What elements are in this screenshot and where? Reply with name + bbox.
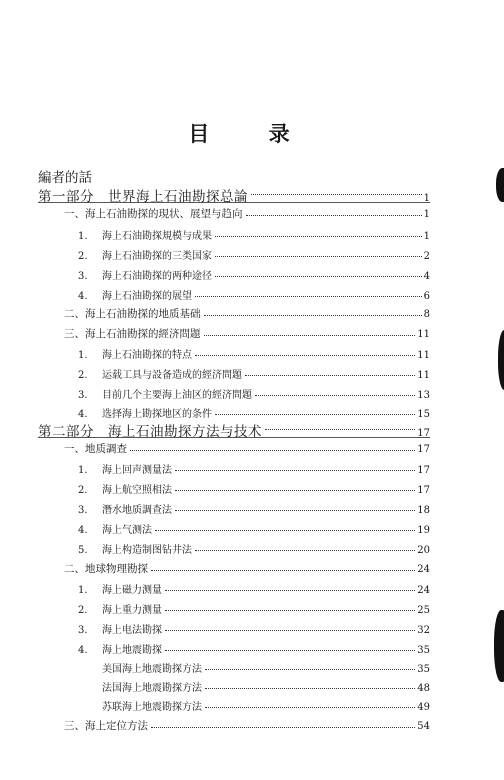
toc-label: 潛水地质調查法 xyxy=(102,505,172,516)
dot-leader xyxy=(205,687,415,689)
dot-leader xyxy=(175,469,415,471)
divider xyxy=(38,202,430,203)
toc-page-number: 15 xyxy=(417,409,430,420)
toc-page-number: 20 xyxy=(417,545,430,556)
dot-leader xyxy=(204,334,416,336)
toc-label: 海上构造制图钻井法 xyxy=(102,545,192,556)
dot-leader xyxy=(195,295,422,297)
scan-edge-mark xyxy=(498,330,504,390)
toc-label: 海上石油勘探規模与成果 xyxy=(102,231,212,242)
toc-label: 海上气测法 xyxy=(102,525,152,536)
dot-leader xyxy=(204,314,422,316)
toc-label: 二、海上石油勘探的地质基础 xyxy=(64,308,201,320)
toc-page-number: 54 xyxy=(417,721,430,732)
toc-page-number: 4 xyxy=(423,271,430,282)
toc-subsection[interactable] xyxy=(78,247,430,265)
toc-number: 3. xyxy=(78,271,88,282)
dot-leader xyxy=(165,629,415,631)
toc-label: 美国海上地震勘探方法 xyxy=(102,664,202,675)
toc-label: 运载工具与設备造成的經济問題 xyxy=(102,370,242,381)
dot-leader xyxy=(130,449,415,451)
toc-section[interactable] xyxy=(64,561,430,579)
toc-subsubsection[interactable] xyxy=(102,660,430,678)
toc-subsection[interactable] xyxy=(78,227,430,245)
dot-leader xyxy=(175,509,415,511)
dot-leader xyxy=(251,193,422,195)
toc-number: 2. xyxy=(78,251,88,262)
dot-leader xyxy=(175,489,415,491)
toc-section[interactable] xyxy=(64,206,430,224)
toc-number: 4. xyxy=(78,525,88,536)
toc-part[interactable] xyxy=(38,185,430,203)
dot-leader xyxy=(151,726,415,728)
toc-subsection[interactable] xyxy=(78,366,430,384)
toc-subsection[interactable] xyxy=(78,287,430,305)
toc-subsection[interactable] xyxy=(78,346,430,364)
toc-page-number: 11 xyxy=(417,329,430,340)
toc-subsection[interactable] xyxy=(78,641,430,659)
toc-number: 2. xyxy=(78,370,88,381)
dot-leader xyxy=(246,214,422,216)
toc-label: 苏联海上地震勘探方法 xyxy=(102,702,202,713)
toc-label: 海上石油勘探的两种途径 xyxy=(102,271,212,282)
scan-edge-mark xyxy=(494,610,504,682)
toc-number: 3. xyxy=(78,390,88,401)
toc-page-number: 25 xyxy=(417,605,430,616)
toc-number: 4. xyxy=(78,645,88,656)
divider xyxy=(38,437,430,438)
toc-section[interactable] xyxy=(64,306,430,324)
toc-label: 三、海上定位方法 xyxy=(64,720,148,732)
toc-page-number: 1 xyxy=(423,231,430,242)
toc-number: 4. xyxy=(78,409,88,420)
toc-number: 1. xyxy=(78,231,88,242)
dot-leader xyxy=(215,413,415,415)
dot-leader xyxy=(265,428,415,430)
toc-page-number: 32 xyxy=(417,625,430,636)
toc-label: 海上石油勘探的特点 xyxy=(102,350,192,361)
toc-section[interactable] xyxy=(64,441,430,459)
toc-subsection[interactable] xyxy=(78,386,430,404)
toc-label: 选择海上勘探地区的条件 xyxy=(102,409,212,420)
toc-subsection[interactable] xyxy=(78,481,430,499)
toc-page-number: 35 xyxy=(417,664,430,675)
toc-page-number: 24 xyxy=(417,585,430,596)
dot-leader xyxy=(215,235,422,237)
toc-label: 海上石油勘探的三类国家 xyxy=(102,251,212,262)
toc-section[interactable] xyxy=(64,718,430,736)
dot-leader xyxy=(245,374,415,376)
dot-leader xyxy=(195,549,415,551)
dot-leader xyxy=(205,706,415,708)
toc-page-number: 8 xyxy=(423,309,430,320)
toc-number: 2. xyxy=(78,605,88,616)
dot-leader xyxy=(215,255,422,257)
toc-number: 5. xyxy=(78,545,88,556)
dot-leader xyxy=(195,354,415,356)
toc-label: 三、海上石油勘探的經济問題 xyxy=(64,328,201,340)
toc-subsection[interactable] xyxy=(78,501,430,519)
toc-label: 法国海上地震勘探方法 xyxy=(102,683,202,694)
toc-label: 第一部分 世界海上石油勘探总論 xyxy=(38,189,248,205)
toc-subsection[interactable] xyxy=(78,601,430,619)
toc-page-number: 19 xyxy=(417,525,430,536)
toc-part[interactable] xyxy=(38,420,430,438)
dot-leader xyxy=(205,668,415,670)
toc-page-number: 17 xyxy=(417,465,430,476)
toc-number: 4. xyxy=(78,291,88,302)
dot-leader xyxy=(165,589,415,591)
dot-leader xyxy=(151,569,415,571)
toc-subsection[interactable] xyxy=(78,461,430,479)
toc-subsubsection[interactable] xyxy=(102,698,430,716)
toc-label: 海上航空照相法 xyxy=(102,485,172,496)
toc-page-number: 1 xyxy=(423,209,430,220)
page-title: 目 录 xyxy=(188,122,316,146)
toc-page-number: 18 xyxy=(417,505,430,516)
toc-page-number: 17 xyxy=(417,485,430,496)
toc-subsection[interactable] xyxy=(78,621,430,639)
toc-label: 海上地震勘探 xyxy=(102,645,162,656)
toc-number: 1. xyxy=(78,465,88,476)
toc-page-number: 17 xyxy=(417,428,430,439)
toc-label: 目前几个主要海上油区的經济問題 xyxy=(102,390,252,401)
toc-number: 1. xyxy=(78,585,88,596)
toc-number: 3. xyxy=(78,625,88,636)
toc-page-number: 35 xyxy=(417,645,430,656)
toc-page-number: 2 xyxy=(423,251,430,262)
toc-subsection[interactable] xyxy=(78,521,430,539)
toc-label: 一、海上石油勘探的現状、展望与趋向 xyxy=(64,208,243,220)
toc-number: 3. xyxy=(78,505,88,516)
dot-leader xyxy=(165,649,415,651)
toc-page-number: 6 xyxy=(423,291,430,302)
toc-editor-note[interactable] xyxy=(38,166,92,184)
toc-label: 海上重力测量 xyxy=(102,605,162,616)
toc-subsection[interactable] xyxy=(78,541,430,559)
dot-leader xyxy=(215,275,422,277)
toc-page-number: 24 xyxy=(417,564,430,575)
dot-leader xyxy=(255,394,415,396)
scan-edge-mark xyxy=(496,168,504,202)
toc-label: 海上回声测量法 xyxy=(102,465,172,476)
toc-page-number: 11 xyxy=(417,370,430,381)
toc-subsection[interactable] xyxy=(78,581,430,599)
toc-page-number: 13 xyxy=(417,390,430,401)
toc-number: 2. xyxy=(78,485,88,496)
toc-label: 編者的話 xyxy=(38,170,92,186)
toc-page-number: 17 xyxy=(417,444,430,455)
toc-label: 二、地球物理勘探 xyxy=(64,563,148,575)
toc-label: 一、地质調查 xyxy=(64,443,127,455)
dot-leader xyxy=(155,529,415,531)
toc-label: 海上磁力测量 xyxy=(102,585,162,596)
toc-subsubsection[interactable] xyxy=(102,679,430,697)
toc-section[interactable] xyxy=(64,326,430,344)
toc-label: 第二部分 海上石油勘探方法与技术 xyxy=(38,424,262,440)
toc-page-number: 49 xyxy=(417,702,430,713)
toc-number: 1. xyxy=(78,350,88,361)
toc-page-number: 48 xyxy=(417,683,430,694)
toc-label: 海上电法勘探 xyxy=(102,625,162,636)
toc-page-number: 11 xyxy=(417,350,430,361)
toc-label: 海上石油勘探的展望 xyxy=(102,291,192,302)
toc-page-number: 1 xyxy=(423,193,430,204)
toc-subsection[interactable] xyxy=(78,267,430,285)
dot-leader xyxy=(165,609,415,611)
